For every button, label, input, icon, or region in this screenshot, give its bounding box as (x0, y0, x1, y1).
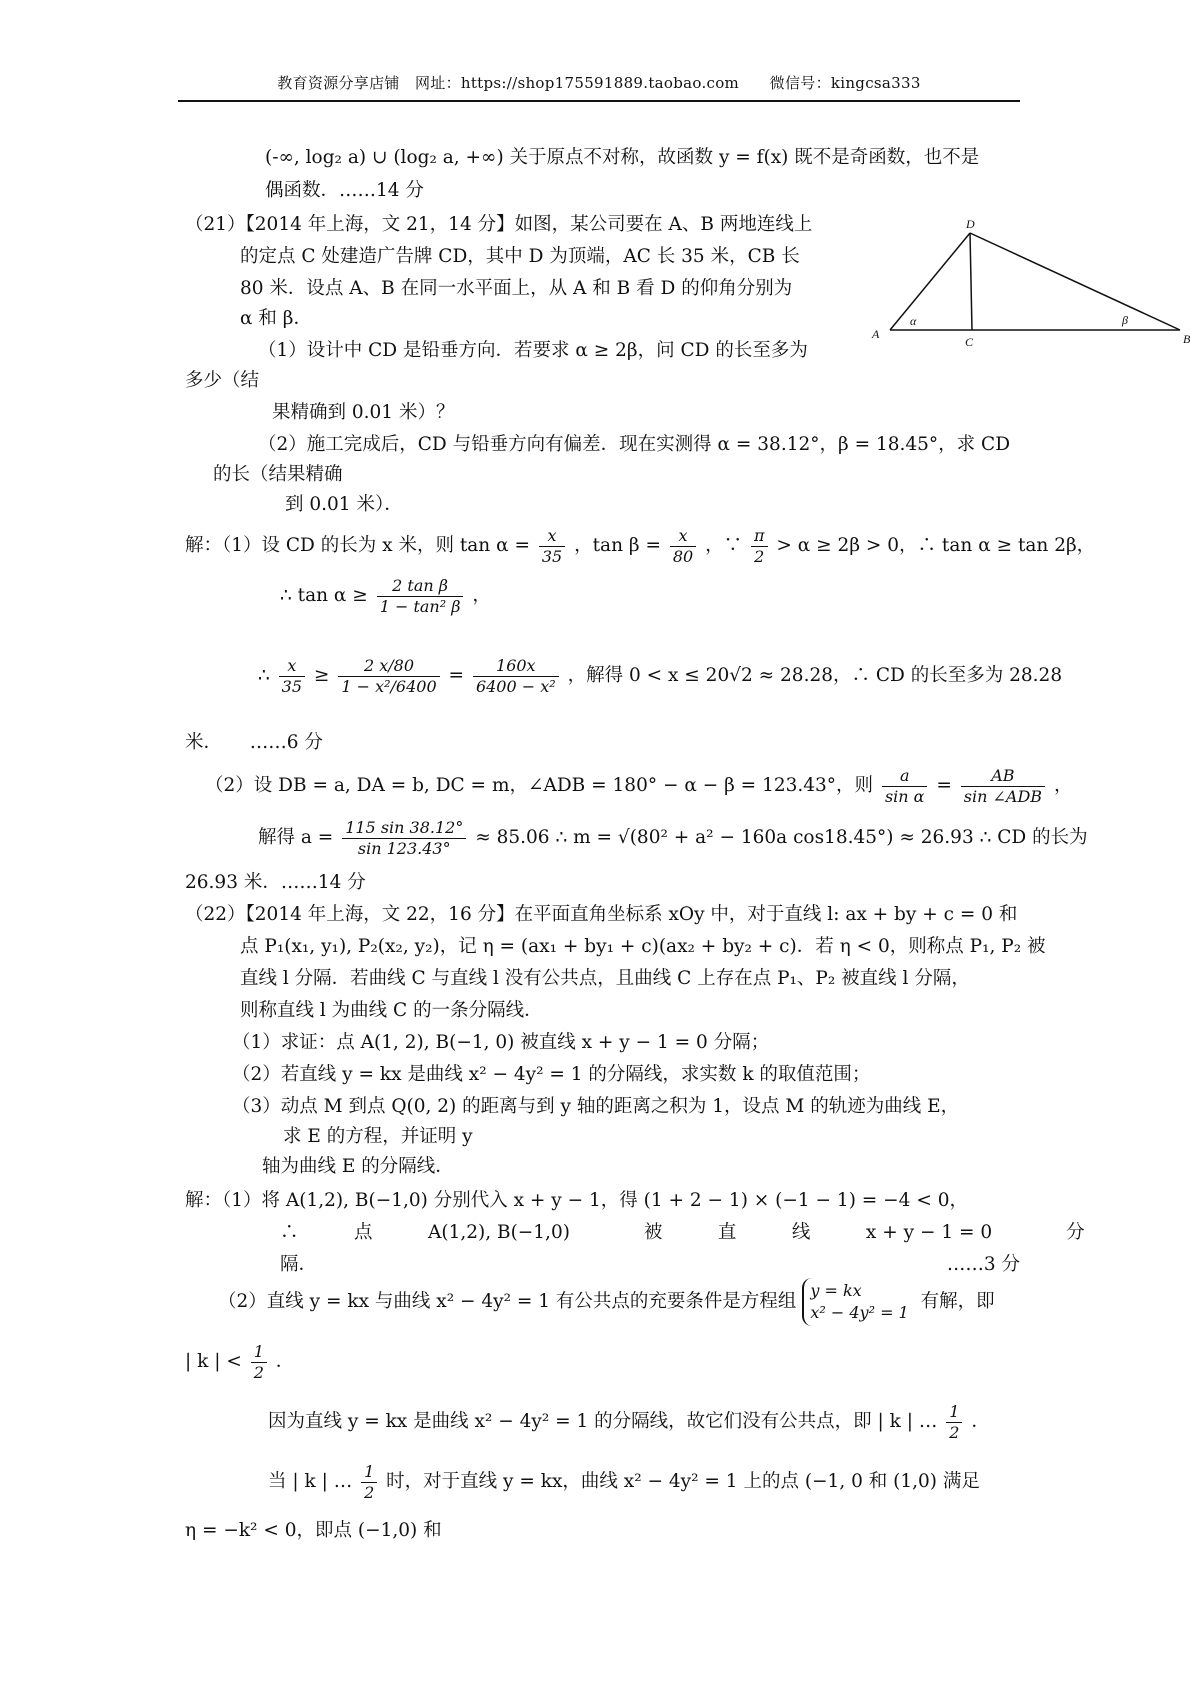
header-text: 教育资源分享店铺 网址：https://shop175591889.taobao.com 微信号：kingcsa333 (277, 74, 921, 92)
solution-21-line2: ∴ tan α ≥ $\frac{\text{2 tan β}}{\text{1 − tan² β}}$ ， (280, 575, 491, 616)
text-line: 求 E 的方程，并证明 y (283, 1126, 473, 1147)
text-line: 轴为曲线 E 的分隔线． (262, 1156, 454, 1177)
solution-21-part2: （2）设 DB = a, DA = b, DC = m，∠ADB = 180° − α − β = 123.43°，则 $\frac{a}{\text{sin α}}$ = $\frac{AB}{\text{sin ∠ADB}}$ ， (205, 765, 1073, 806)
fraction: $\frac{115 \sin 38.12^\circ}{\sin 123.43^\circ}$ (342, 818, 466, 859)
fraction: $\frac{\text{2 tan β}}{\text{1 − tan² β}}$ (377, 576, 464, 617)
text-line: 米． ……6 分 (185, 732, 323, 753)
label-alpha: α (910, 314, 917, 328)
text-line: 到 0.01 米）． (285, 494, 403, 515)
text-line: 多少（结 (185, 370, 260, 391)
label-D: D (966, 218, 975, 231)
text-line: （1）设计中 CD 是铅垂方向．若要求 α ≥ 2β，问 CD 的长至多为 (258, 340, 808, 361)
triangle-figure (860, 218, 1200, 358)
text-line: 80 米．设点 A、B 在同一水平面上，从 A 和 B 看 D 的仰角分别为 (240, 278, 793, 299)
text-line: （3）动点 M 到点 Q(0, 2) 的距离与到 y 轴的距离之积为 1，设点 M 的轨迹为曲线 E， (232, 1096, 960, 1117)
fraction: $\frac{x}{35}$ (279, 656, 305, 697)
solution-21-line3: ∴ $\frac{x}{35}$ ≥ $\frac{2 x/80}{\text{1 − x²/6400}}$ = $\frac{160x}{\text{6400 − x²}}$ ，解得 0 < x ≤ 20√2 ≈ 28.28，∴ CD 的长至多为 28.28 (258, 655, 1063, 696)
text-line: α 和 β． (240, 308, 312, 329)
problem-22-title: （22）【2014 年上海，文 22，16 分】在平面直角坐标系 xOy 中，对于直线 l: ax + by + c = 0 和 (185, 904, 1018, 925)
text-line: 则称直线 l 为曲线 C 的一条分隔线． (240, 1000, 543, 1021)
text-line: η = −k² < 0，即点 (−1,0) 和 (185, 1520, 442, 1541)
fraction: $\frac{a}{\text{sin α}}$ (882, 766, 928, 807)
fraction: $\frac{2 x/80}{\text{1 − x²/6400}}$ (338, 656, 439, 697)
text-line: (-∞, log₂ a) ∪ (log₂ a, +∞) 关于原点不对称，故函数 y = f(x) 既不是奇函数，也不是 (265, 147, 980, 168)
text-line: 直线 l 分隔．若曲线 C 与直线 l 没有公共点，且曲线 C 上存在点 P₁、P₂ 被直线 l 分隔， (240, 968, 970, 989)
text-line: 点 P₁(x₁, y₁), P₂(x₂, y₂)，记 η = (ax₁ + by₁ + c)(ax₂ + by₂ + c)．若 η < 0，则称点 P₁, P₂ 被 (240, 936, 1046, 957)
fraction: $\frac{160x}{\text{6400 − x²}}$ (473, 656, 559, 697)
text-line: 解：（1）将 A(1,2), B(−1,0) 分别代入 x + y − 1，得 (1 + 2 − 1) × (−1 − 1) = −4 < 0， (185, 1190, 968, 1211)
solution-21-part2-result: 解得 a = $\frac{115 \sin 38.12^\circ}{\sin 123.43^\circ}$ ≈ 85.06 ∴ m = √(80² + a² − 160a cos18.45°) ≈ 26.93 ∴ CD 的长为 (258, 817, 1088, 858)
solution-22-line5: 因为直线 y = kx 是曲线 x² − 4y² = 1 的分隔线，故它们没有公共点，即 | k | … $\frac{1}{2}$ ． (268, 1401, 990, 1442)
fraction: $\frac{1}{2}$ (251, 1342, 267, 1383)
text-line: 26.93 米．……14 分 (185, 872, 366, 893)
fraction: $\frac{AB}{\text{sin ∠ADB}}$ (961, 766, 1045, 807)
text-line: 的长（结果精确 (213, 464, 343, 485)
label-C: C (965, 335, 974, 349)
fraction: $\frac{\pi}{2}$ (751, 526, 768, 567)
fraction: $\frac{x}{35}$ (539, 526, 565, 567)
fraction: $\frac{1}{2}$ (946, 1402, 962, 1443)
label-B: B (1183, 332, 1191, 346)
page-header (178, 68, 1020, 102)
text-line: （2）若直线 y = kx 是曲线 x² − 4y² = 1 的分隔线，求实数 k 的取值范围； (232, 1064, 871, 1085)
equation-system: y = kx x² − 4y² = 1 (802, 1278, 914, 1326)
label-beta: β (1122, 313, 1128, 327)
fraction: $\frac{1}{2}$ (361, 1462, 377, 1503)
fraction: $\frac{x}{80}$ (670, 526, 696, 567)
text-line: 的定点 C 处建造广告牌 CD，其中 D 为顶端，AC 长 35 米，CB 长 (240, 246, 800, 267)
text-line: 果精确到 0.01 米）？ (272, 402, 455, 423)
text-line: ∴ 点 A(1,2), B(−1,0) 被 直 线 x + y − 1 = 0 分 (280, 1222, 1085, 1243)
solution-22-part2: （2）直线 y = kx 与曲线 x² − 4y² = 1 有公共点的充要条件是方程组 y = kx x² − 4y² = 1 有解，即 (218, 1272, 995, 1332)
solution-22-k-range: | k | < $\frac{1}{2}$ ． (185, 1341, 295, 1382)
solution-22-line3: 隔． ……3 分 (280, 1254, 1020, 1275)
problem-21-title: （21）【2014 年上海，文 21，14 分】如图，某公司要在 A、B 两地连线上 (185, 214, 813, 235)
solution-22-line6: 当 | k | … $\frac{1}{2}$ 时，对于直线 y = kx，曲线 x² − 4y² = 1 上的点 (−1, 0 和 (1,0) 满足 (268, 1461, 980, 1502)
text-line: （2）施工完成后，CD 与铅垂方向有偏差．现在实测得 α = 38.12°，β = 18.45°，求 CD (258, 434, 1011, 455)
text-line: （1）求证：点 A(1, 2), B(−1, 0) 被直线 x + y − 1 = 0 分隔； (232, 1032, 770, 1053)
solution-21-line1: 解：（1）设 CD 的长为 x 米，则 tan α = $\frac{x}{35}$ ，tan β = $\frac{x}{80}$ ，∵ $\frac{\pi}{2}$ > α ≥ 2β > 0，∴ tan α ≥ tan 2β， (185, 525, 1096, 566)
text-line: 偶函数．……14 分 (265, 180, 424, 201)
label-A: A (872, 327, 880, 341)
